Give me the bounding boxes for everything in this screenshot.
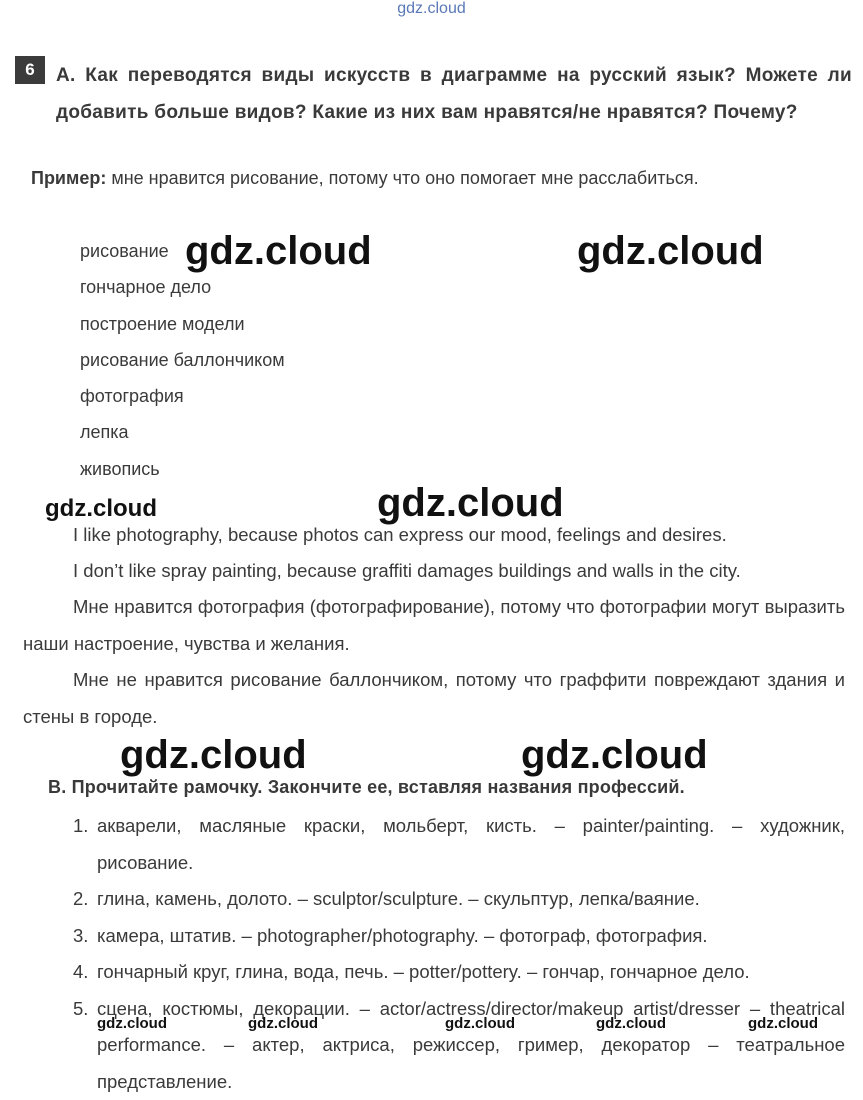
item-text: акварели, масляные краски, мольберт, кисть. – painter/painting. – художник, рисование. (97, 815, 845, 873)
list-item: рисование (80, 241, 169, 261)
site-watermark-top: gdz.cloud (397, 0, 466, 17)
watermark: gdz.cloud (445, 1015, 515, 1032)
arts-list (80, 236, 285, 490)
list-item (73, 991, 845, 1100)
list-item (73, 954, 845, 991)
list-item: рисование баллончиком (80, 349, 285, 370)
example-text: мне нравится рисование, потому что оно помогает мне расслабиться. (106, 168, 699, 188)
watermark: gdz.cloud (596, 1015, 666, 1032)
watermark: gdz.cloud (748, 1015, 818, 1032)
watermark: gdz.cloud (377, 481, 564, 525)
item-number: 3. (73, 924, 89, 946)
watermark: gdz.cloud (97, 1015, 167, 1032)
list-item (73, 918, 845, 955)
watermark: gdz.cloud (577, 229, 764, 273)
example-label: Пример: (31, 168, 107, 188)
task-a-question: A. Как переводятся виды искусств в диаграмме на русский язык? Можете ли добавить больше видов? Какие из них вам нравятся/не нравятся? Почему? (56, 65, 852, 123)
item-text: гончарный круг, глина, вода, печь. – potter/pottery. – гончар, гончарное дело. (97, 961, 750, 982)
list-item: живопись (80, 458, 160, 479)
answer-ru-dislike: Мне не нравится рисование баллончиком, потому что граффити повреждают здания и стены в городе. (23, 669, 845, 727)
task-b-heading: B. Прочитайте рамочку. Закончите ее, вставляя названия профессий. (48, 777, 685, 797)
item-text: сцена, костюмы, декорации. – actor/actress/director/makeup artist/dresser – theatrical performance. – актер, актриса, режиссер, гример, декоратор – театральное представление. (97, 997, 845, 1092)
task-number-badge: 6 (15, 56, 45, 84)
watermark: gdz.cloud (521, 733, 708, 777)
item-number: 5. (73, 997, 89, 1019)
item-text: глина, камень, долото. – sculptor/sculpture. – скульптур, лепка/ваяние. (97, 888, 700, 909)
list-item: гончарное дело (80, 277, 212, 298)
watermark: gdz.cloud (120, 733, 307, 777)
example-line (31, 166, 699, 190)
watermark: gdz.cloud (248, 1015, 318, 1032)
answer-en-like: I like photography, because photos can express our mood, feelings and desires. (73, 524, 727, 545)
list-item (73, 881, 845, 918)
item-number: 2. (73, 888, 89, 909)
watermark: gdz.cloud (45, 495, 157, 522)
answer-en-dislike: I don’t like spray painting, because graffiti damages buildings and walls in the city. (73, 560, 741, 581)
item-text: камера, штатив. – photographer/photography. – фотограф, фотография. (97, 924, 708, 946)
list-item (73, 808, 845, 881)
watermark: gdz.cloud (185, 229, 372, 273)
answer-ru-block (23, 589, 845, 735)
list-item: лепка (80, 422, 129, 443)
list-item: фотография (80, 386, 184, 407)
answer-ru-like: Мне нравится фотография (фотографирование), потому что фотографии могут выразить наши настроение, чувства и желания. (23, 596, 845, 654)
list-item: построение модели (80, 313, 245, 334)
item-number: 4. (73, 961, 89, 982)
task-b-answers (73, 808, 845, 1100)
item-number: 1. (73, 815, 89, 836)
